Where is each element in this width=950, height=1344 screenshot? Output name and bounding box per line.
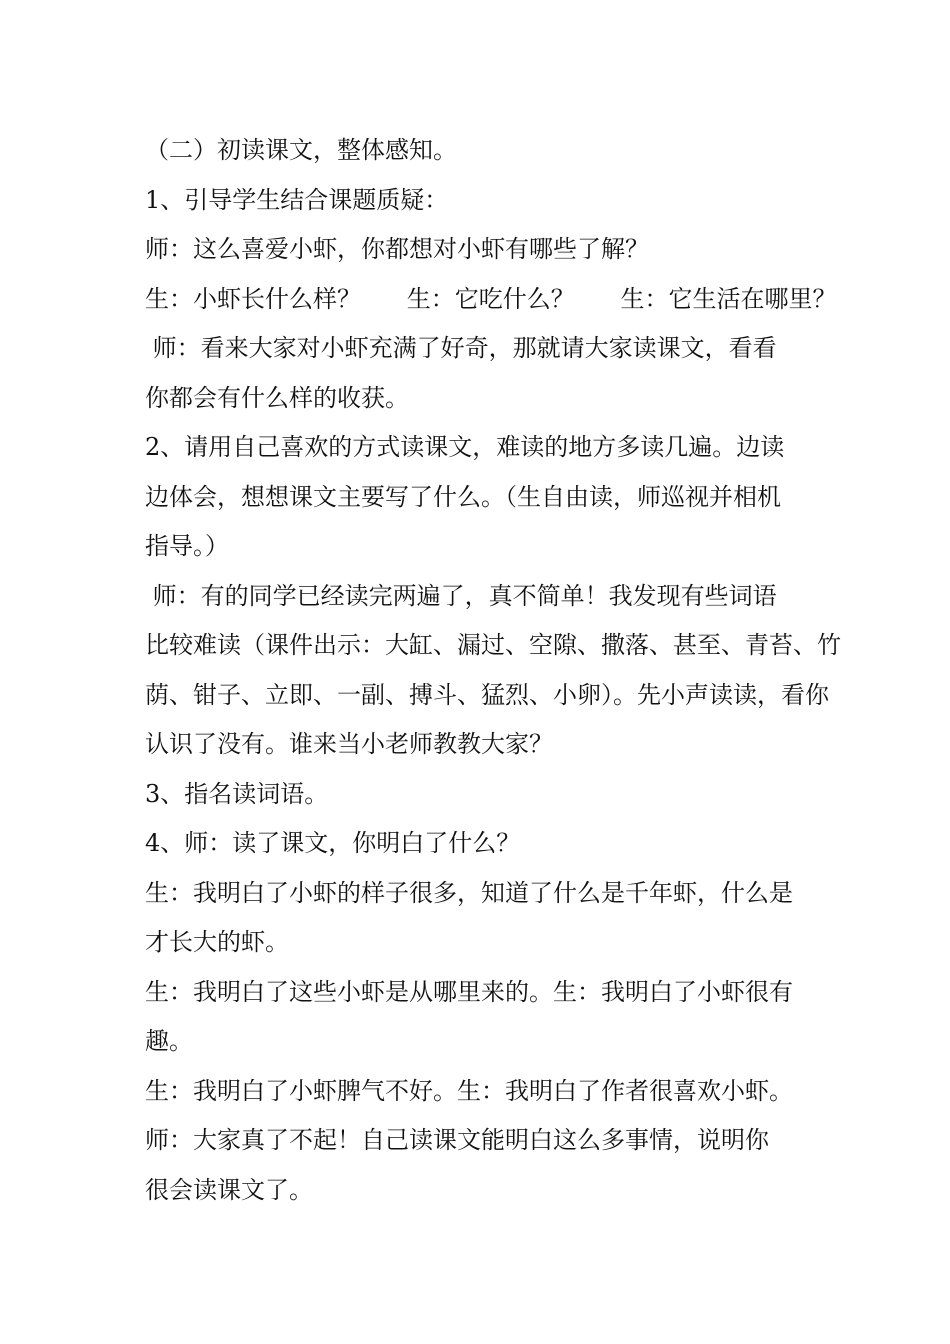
paragraph-line: 师：看来大家对小虾充满了好奇，那就请大家读课文，看看: [145, 334, 777, 362]
paragraph-line: 生：我明白了这些小虾是从哪里来的。生：我明白了小虾很有: [145, 977, 793, 1006]
step-4-text: 4、师：读了课文，你明白了什么？: [145, 829, 521, 857]
paragraph-line: 指导。）: [145, 532, 229, 560]
paragraph-line: 师：这么喜爱小虾，你都想对小虾有哪些了解？: [145, 235, 649, 263]
paragraph-line: 边体会，想想课文主要写了什么。（生自由读，师巡视并相机: [145, 482, 781, 511]
paragraph-line: 师：有的同学已经读完两遍了，真不简单！我发现有些词语: [145, 581, 777, 610]
paragraph-line: 师：大家真了不起！自己读课文能明白这么多事情，说明你: [145, 1126, 769, 1154]
paragraph-line: 很会读课文了。: [145, 1175, 313, 1204]
paragraph-line: 荫、钳子、立即、一副、搏斗、猛烈、小卵）。先小声读读，看你: [145, 680, 829, 709]
paragraph-line: 趣。: [145, 1027, 193, 1055]
section-heading: （二）初读课文，整体感知。: [145, 136, 457, 164]
paragraph-line: 认识了没有。谁来当小老师教教大家？: [145, 730, 553, 758]
paragraph-line: 你都会有什么样的收获。: [145, 383, 409, 412]
paragraph-line: 生：小虾长什么样？ 生：它吃什么？ 生：它生活在哪里？: [145, 284, 837, 313]
step-1-text: 1、引导学生结合课题质疑：: [145, 185, 449, 214]
paragraph-line: 生：我明白了小虾脾气不好。生：我明白了作者很喜欢小虾。: [145, 1076, 793, 1105]
step-2-text: 2、请用自己喜欢的方式读课文，难读的地方多读几遍。边读: [145, 433, 785, 461]
step-3-text: 3、指名读词语。: [145, 779, 329, 808]
paragraph-line: 才长大的虾。: [145, 928, 289, 956]
document-body: [145, 126, 841, 1215]
paragraph-line: 生：我明白了小虾的样子很多，知道了什么是千年虾，什么是: [145, 878, 793, 907]
paragraph-line: 比较难读（课件出示：大缸、漏过、空隙、撒落、甚至、青苔、竹: [145, 631, 841, 659]
